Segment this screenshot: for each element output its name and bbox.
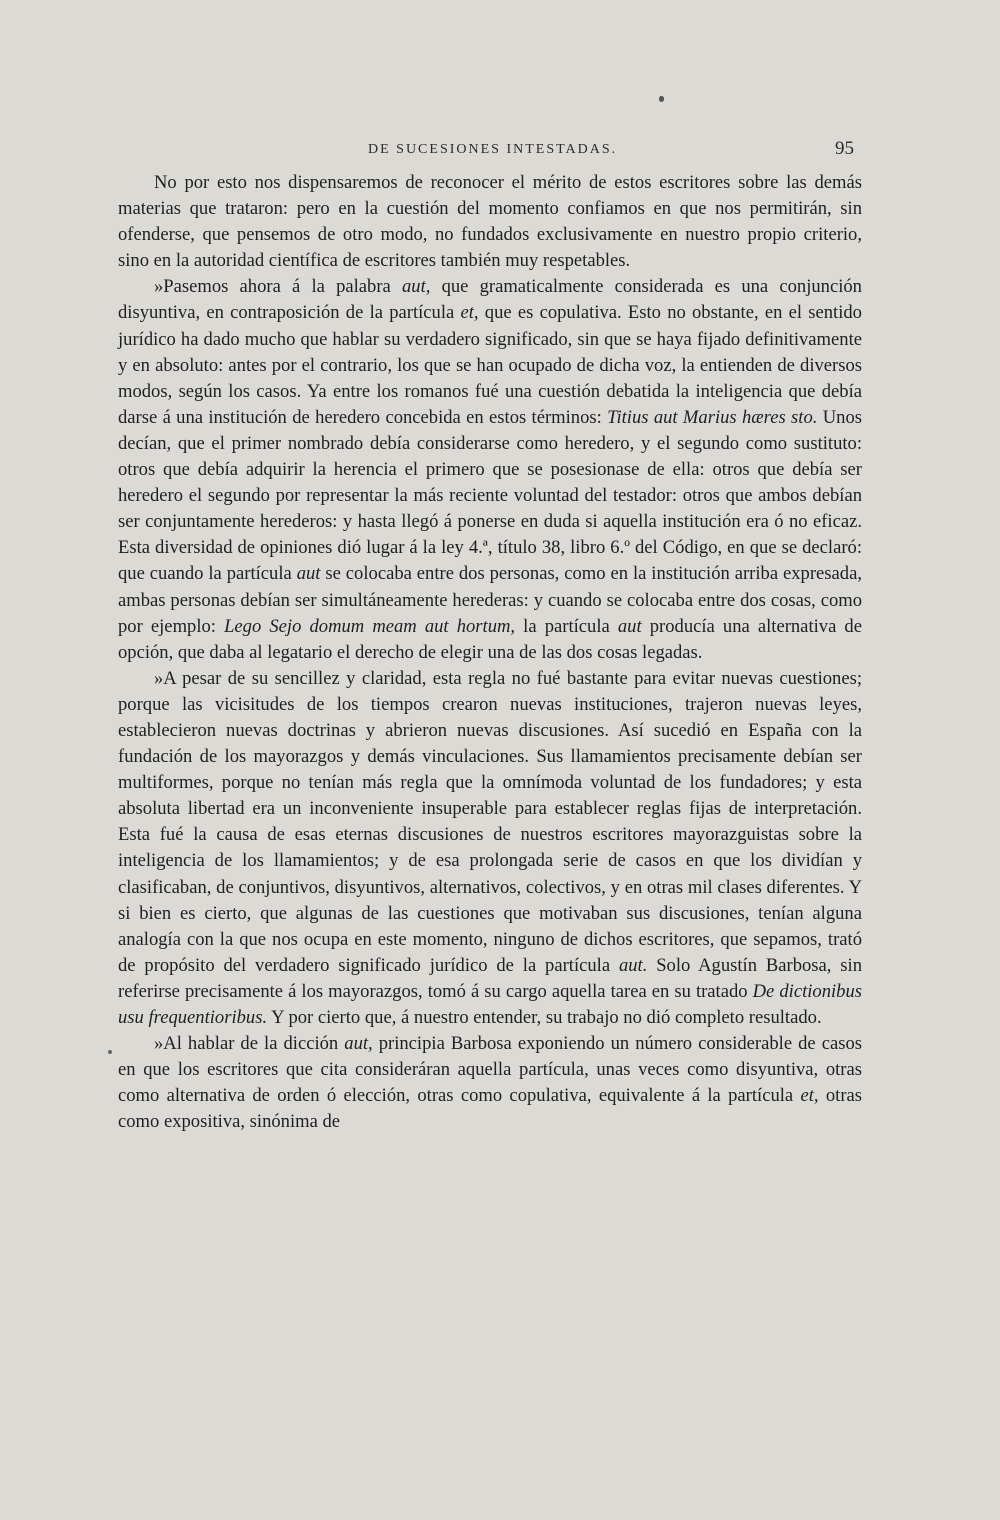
ink-speck: [659, 96, 664, 102]
italic-text: aut: [296, 563, 321, 585]
text-run: »Al hablar de la dicción: [154, 1033, 345, 1055]
running-title: DE SUCESIONES INTESTADAS.: [368, 142, 618, 157]
italic-text: aut.: [618, 954, 648, 976]
text-run: otras como expositiva, sinónima de: [118, 1085, 862, 1133]
italic-text: De dictionibus usu frequentioribus.: [118, 980, 862, 1028]
text-run: principia Barbosa exponiendo un número considerable de casos en que los escritores que cita consideráran aquella partícula, unas veces como disyuntiva, otras como alternativa de orden ó elección, otras como copulativa, equivalente á la partícula: [118, 1033, 862, 1107]
italic-text: et,: [800, 1085, 819, 1107]
italic-text: et,: [460, 302, 479, 324]
paragraph: [118, 666, 862, 1031]
italic-text: aut,: [401, 276, 431, 298]
text-run: se colocaba entre dos personas, como en la institución arriba expresada, ambas personas debían ser simultáneamente herederas: y cuando se colocaba entre dos cosas, como por ejemplo:: [118, 563, 862, 637]
italic-text: aut: [617, 615, 642, 637]
text-run: »Pasemos ahora á la palabra: [154, 276, 402, 298]
text-run: producía una alternativa de opción, que daba al legatario el derecho de elegir una de las dos cosas legadas.: [118, 615, 862, 663]
ink-speck: [108, 1050, 112, 1054]
italic-text: Lego Sejo domum meam aut hortum,: [224, 615, 516, 637]
text-run: que es copulativa. Esto no obstante, en el sentido jurídico ha dado mucho que hablar su verdadero significado, sin que se haya fijado definitivamente y en absoluto: antes por el contrario, los que se han ocupado de dicha voz, la entienden de diversos modos, según los casos. Ya entre los romanos fué una cuestión debatida la inteligencia que debía darse á una institución de heredero concebida en estos términos:: [118, 302, 862, 428]
paragraph: [118, 274, 862, 665]
paragraph: [118, 170, 862, 274]
paragraph: [118, 1031, 862, 1135]
text-run: Unos decían, que el primer nombrado debía considerarse como heredero, y el segundo como sustituto: otros que debía adquirir la herencia el primero que se posesionase de ella: otros que debía ser heredero el segundo por representar la más reciente voluntad del testador: otros que ambos debían ser conjuntamente herederos: y hasta llegó á ponerse en duda si aquella institución era ó no eficaz. Esta diversidad de opiniones dió lugar á la ley 4.ª, título 38, libro 6.º del Código, en que se declaró: que cuando la partícula: [118, 406, 863, 585]
page-header: [118, 138, 854, 164]
page-number: 95: [835, 138, 854, 159]
italic-text: aut,: [344, 1033, 373, 1055]
body-text: [118, 170, 862, 1135]
text-run: Y por cierto que, á nuestro entender, su trabajo no dió completo resultado.: [267, 1007, 822, 1028]
text-run: la partícula: [515, 615, 618, 637]
text-run: Solo Agustín Barbosa, sin referirse precisamente á los mayorazgos, tomó á su cargo aquella tarea en su tratado: [118, 954, 862, 1002]
text-run: »A pesar de su sencillez y claridad, esta regla no fué bastante para evitar nuevas cuestiones; porque las vicisitudes de los tiempos crearon nuevas instituciones, trajeron nuevas leyes, establecieron nuevas doctrinas y abrieron nuevas discusiones. Así sucedió en España con la fundación de los mayorazgos y demás vinculaciones. Sus llamamientos precisamente debían ser multiformes, porque no tenían más regla que la omnímoda voluntad de los fundadores; y esta absoluta libertad era un inconveniente insuperable para establecer reglas fijas de interpretación. Esta fué la causa de esas eternas discusiones de nuestros escritores mayorazguistas sobre la inteligencia de los llamamientos; y de esa prolongada serie de casos en que los dividían y clasificaban, de conjuntivos, disyuntivos, alternativos, colectivos, y en otras mil clases diferentes. Y si bien es cierto, que algunas de las cuestiones que motivaban sus discusiones, tenían alguna analogía con la que nos ocupa en este momento, ninguno de dichos escritores, que sepamos, trató de propósito del verdadero significado jurídico de la partícula: [118, 667, 862, 976]
text-run: que gramaticalmente considerada es una conjunción disyuntiva, en contraposición de la partícula: [118, 276, 862, 324]
text-run: No por esto nos dispensaremos de reconocer el mérito de estos escritores sobre las demás materias que trataron: pero en la cuestión del momento confiamos en que nos permitirán, sin ofenderse, que pensemos de otro modo, no fundados exclusivamente en nuestro propio criterio, sino en la autoridad científica de escritores también muy respetables.: [118, 172, 862, 272]
italic-text: Titius aut Marius hæres sto.: [607, 406, 818, 428]
